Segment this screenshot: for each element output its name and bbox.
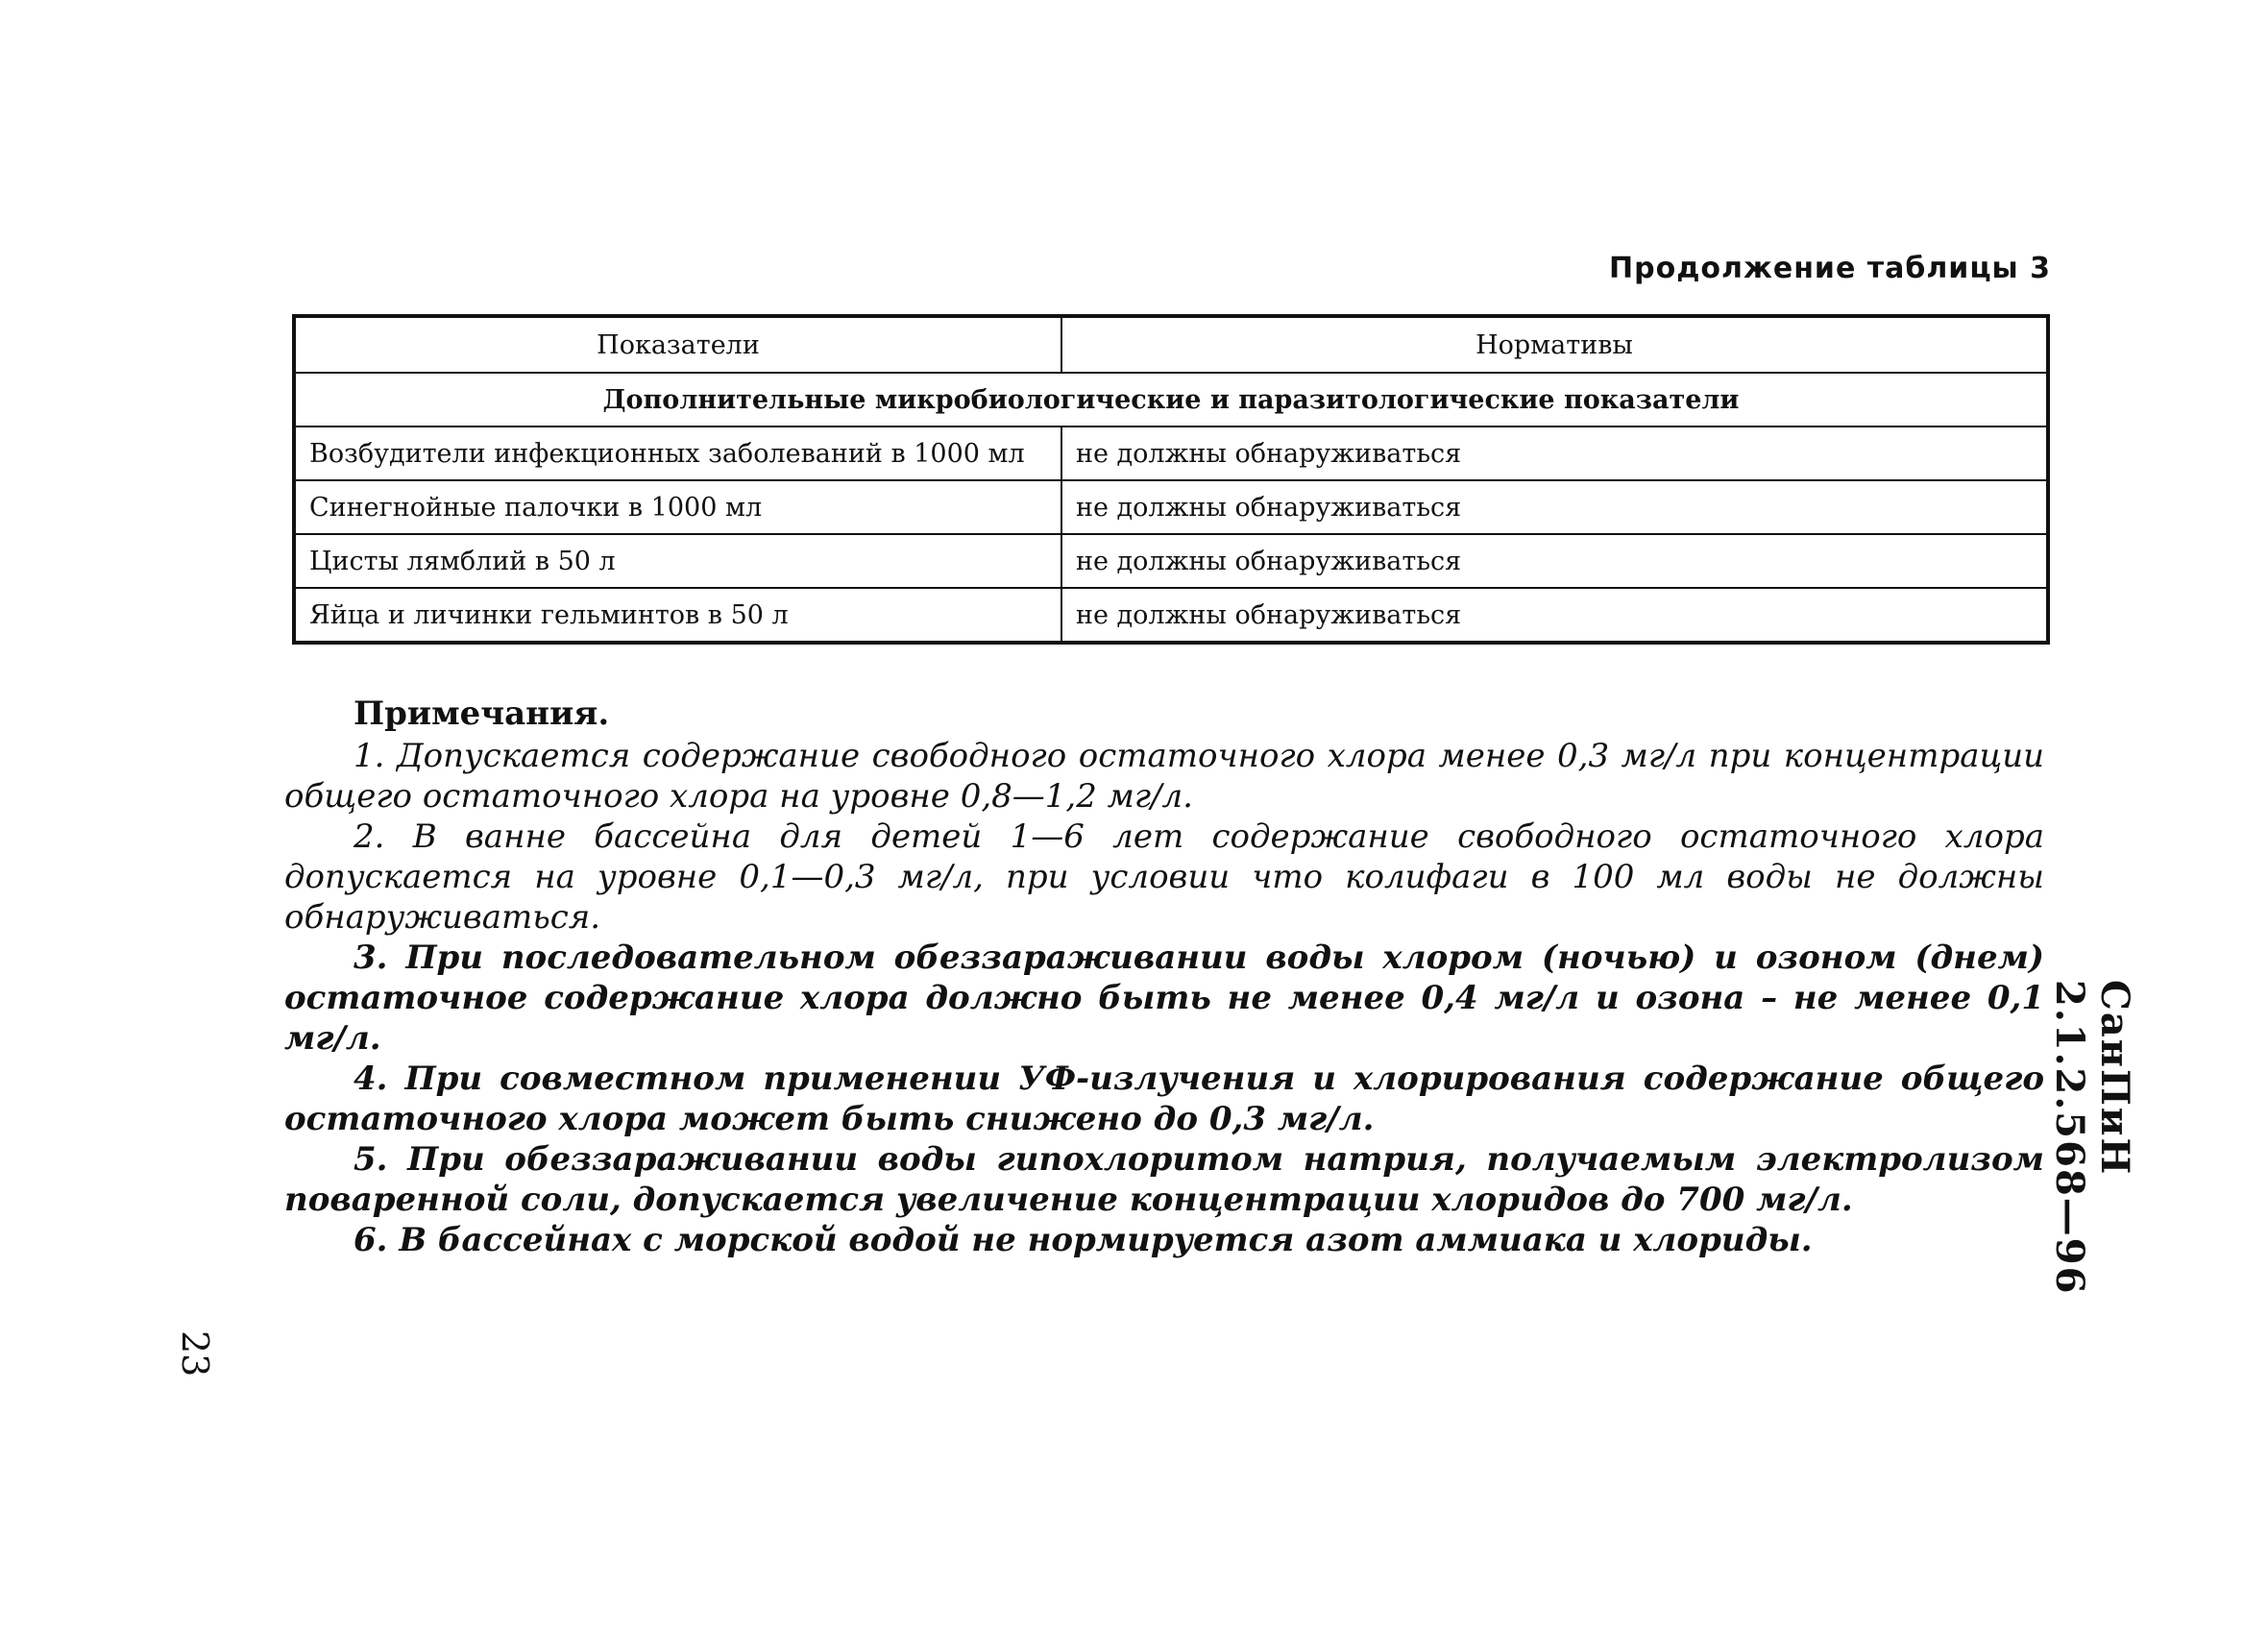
note-item-1: 1. Допускается содержание свободного остаточного хлора менее 0,3 мг/л при концентрации общего остаточного хлора на уровне 0,8—1,2 мг/л. [284, 737, 2044, 816]
indicator-cell: Возбудители инфекционных заболеваний в 1000 мл [294, 427, 1061, 480]
table-row [294, 588, 2048, 643]
column-header-norms: Нормативы [1061, 316, 2048, 373]
table-caption: Продолжение таблицы 3 [1609, 252, 2051, 285]
norm-cell: не должны обнаруживаться [1061, 534, 2048, 588]
notes-section [284, 692, 2044, 1260]
note-item-3: 3. При последовательном обеззараживании воды хлором (ночью) и озоном (днем) остаточное содержание хлора должно быть не менее 0,4 мг/л и озона – не менее 0,1 мг/л. [284, 938, 2044, 1058]
table-section-row [294, 373, 2048, 427]
indicator-cell: Цисты лямблий в 50 л [294, 534, 1061, 588]
norms-table [292, 314, 2050, 645]
table-row [294, 427, 2048, 480]
table-row [294, 534, 2048, 588]
norm-cell: не должны обнаруживаться [1061, 427, 2048, 480]
section-title: Дополнительные микробиологические и паразитологические показатели [294, 373, 2048, 427]
document-code-side-title: СанПиН 2.1.2.568—96 [2047, 980, 2137, 1296]
note-item-2: 2. В ванне бассейна для детей 1—6 лет содержание свободного остаточного хлора допускается на уровне 0,1—0,3 мг/л, при условии что колифаги в 100 мл воды не должны обнаруживаться. [284, 817, 2044, 937]
note-item-4: 4. При совместном применении УФ-излучения и хлорирования содержание общего остаточного хлора может быть снижено до 0,3 мг/л. [284, 1060, 2044, 1138]
note-item-6: 6. В бассейнах с морской водой не нормируется азот аммиака и хлориды. [354, 1221, 1813, 1259]
norm-cell: не должны обнаруживаться [1061, 480, 2048, 534]
table-row [294, 480, 2048, 534]
norm-cell: не должны обнаруживаться [1061, 588, 2048, 643]
indicator-cell: Синегнойные палочки в 1000 мл [294, 480, 1061, 534]
indicator-cell: Яйца и личинки гельминтов в 50 л [294, 588, 1061, 643]
column-header-indicators: Показатели [294, 316, 1061, 373]
page-number: 23 [174, 1330, 216, 1377]
table-header-row [294, 316, 2048, 373]
note-item-5: 5. При обеззараживании воды гипохлоритом натрия, получаемым электролизом поваренной соли, допускается увеличение концентрации хлоридов до 700 мг/л. [284, 1140, 2044, 1219]
notes-title: Примечания. [354, 695, 610, 733]
